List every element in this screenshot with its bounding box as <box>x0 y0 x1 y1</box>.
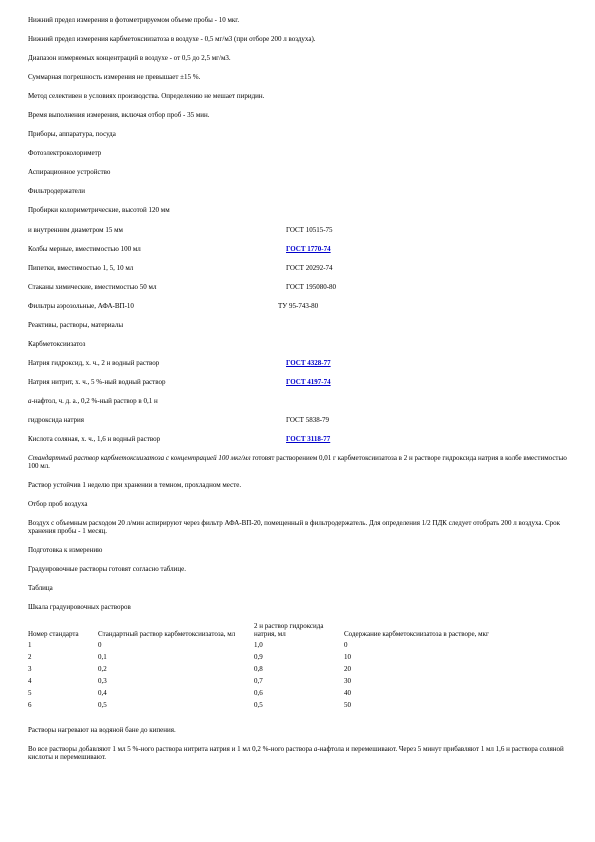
equipment-name: Пипетки, вместимостью 1, 5, 10 мл <box>28 263 134 272</box>
standard-solution-title: Стандартный раствор карбметоксиизатоза с концентрацией 100 мкг/мл <box>28 453 251 462</box>
column-header: Содержание карбметоксиизатоза в растворе, мкг <box>344 630 489 639</box>
equipment-standard: ТУ 95-743-80 <box>278 301 319 310</box>
item-test-tubes: Пробирки колориметрические, высотой 120 мм <box>28 206 170 215</box>
reagent-row <box>28 378 568 387</box>
table-cell: 1 <box>28 641 32 650</box>
table-cell: 2 <box>28 653 32 662</box>
table-cell: 0,5 <box>98 701 107 710</box>
heading-sampling: Отбор проб воздуха <box>28 499 88 508</box>
calibration-table <box>28 622 546 713</box>
table-cell: 40 <box>344 689 351 698</box>
equipment-row <box>28 245 568 254</box>
equipment-row <box>28 302 568 311</box>
table-cell: 3 <box>28 665 32 674</box>
column-header: Стандартный раствор карбметоксиизатоза, мл <box>98 630 236 639</box>
table-cell: 50 <box>344 701 351 710</box>
text-lower-limit-air: Нижний предел измерения карбметоксиизатоза в воздухе - 0,5 мг/м3 (при отборе 200 л воздуха). <box>28 35 316 44</box>
text-standard-solution <box>28 454 568 470</box>
table-cell: 5 <box>28 689 32 698</box>
text-lower-limit-volume: Нижний предел измерения в фотометрируемом объеме пробы - 10 мкг. <box>28 16 240 24</box>
alpha-symbol: a <box>313 744 318 753</box>
final-text-part2: -нафтола и перемешивают. Через 5 минут прибавляют 1 мл 1,6 н раствора соляной кислоты и перемешивают. <box>28 744 564 761</box>
column-header: 2 н раствор гидроксида натрия, мл <box>254 622 324 639</box>
table-cell: 1,0 <box>254 641 263 650</box>
alpha-symbol: a <box>28 396 32 405</box>
text-calibration-intro: Градуировочные растворы готовят согласно таблице. <box>28 564 187 573</box>
table-row <box>28 701 546 713</box>
equipment-name: Колбы мерные, вместимостью 100 мл <box>28 244 141 253</box>
item-aspirator: Аспирационное устройство <box>28 168 111 177</box>
standard-link[interactable]: ГОСТ 4328-77 <box>286 358 331 367</box>
equipment-row <box>28 226 568 235</box>
text-range: Диапазон измеряемых концентраций в воздухе - от 0,5 до 2,5 мг/м3. <box>28 54 231 63</box>
text-sampling: Воздух с объемным расходом 20 л/мин аспирируют через фильтр АФА-ВП-20, помещенный в фильтродержатель. Для определения 1/2 ПДК следует отобрать 200 л воздуха. Срок хранения пробы - 1 месяц. <box>28 518 561 535</box>
equipment-row <box>28 264 568 273</box>
table-cell: 0 <box>344 641 348 650</box>
table-row <box>28 677 546 689</box>
table-row <box>28 665 546 677</box>
reagent-row <box>28 435 568 444</box>
item-carbmethoxyisatoate: Карбметоксиизатоз <box>28 339 86 348</box>
reagent-row <box>28 359 568 368</box>
reagent-standard: ГОСТ 5838-79 <box>286 415 330 424</box>
table-cell: 30 <box>344 677 351 686</box>
table-cell: 6 <box>28 701 32 710</box>
heading-equipment: Приборы, аппаратура, посуда <box>28 130 116 139</box>
table-cell: 0,4 <box>98 689 107 698</box>
final-text-part1: Во все растворы добавляют 1 мл 5 %-ного раствора нитрита натрия и 1 мл 0,2 %-ного раствора <box>28 744 314 753</box>
reagent-name: Натрия гидроксид, х. ч., 2 н водный раствор <box>28 358 160 367</box>
table-cell: 0,7 <box>254 677 263 686</box>
table-cell: 0,2 <box>98 665 107 674</box>
table-title: Шкала градуировочных растворов <box>28 603 131 612</box>
table-cell: 0,8 <box>254 665 263 674</box>
naphthol-text: -нафтол, ч. д. а., 0,2 %-ный раствор в 0,1 н <box>31 396 158 405</box>
text-error: Суммарная погрешность измерения не превышает ±15 %. <box>28 73 201 82</box>
column-header: Номер стандарта <box>28 630 79 639</box>
standard-link[interactable]: ГОСТ 1770-74 <box>286 244 331 253</box>
table-cell: 0,3 <box>98 677 107 686</box>
standard-link[interactable]: ГОСТ 4197-74 <box>286 377 331 386</box>
reagent-name: гидроксида натрия <box>28 415 84 424</box>
text-final-procedure <box>28 745 568 761</box>
equipment-name: Фильтры аэрозольные, АФА-ВП-10 <box>28 301 134 310</box>
equipment-standard: ГОСТ 10515-75 <box>286 225 333 234</box>
table-label: Таблица <box>28 584 53 593</box>
document-page <box>28 16 568 772</box>
reagent-name: Натрия нитрит, х. ч., 5 %-ный водный раствор <box>28 377 166 386</box>
table-cell: 0,6 <box>254 689 263 698</box>
heading-reagents: Реактивы, растворы, материалы <box>28 320 124 329</box>
equipment-name: Стаканы химические, вместимостью 50 мл <box>28 282 157 291</box>
table-row <box>28 641 546 653</box>
text-duration: Время выполнения измерения, включая отбор проб - 35 мин. <box>28 111 210 120</box>
table-cell: 4 <box>28 677 32 686</box>
table-cell: 20 <box>344 665 351 674</box>
item-photometer: Фотоэлектроколориметр <box>28 149 102 158</box>
equipment-name: и внутренним диаметром 15 мм <box>28 225 123 234</box>
standard-link[interactable]: ГОСТ 3118-77 <box>286 434 331 443</box>
table-row <box>28 689 546 701</box>
table-row <box>28 653 546 665</box>
table-cell: 0,9 <box>254 653 263 662</box>
equipment-standard: ГОСТ 195080-80 <box>286 282 337 291</box>
table-header-row <box>28 622 546 641</box>
table-cell: 0,5 <box>254 701 263 710</box>
item-naphthol <box>28 397 568 405</box>
reagent-name: Кислота соляная, х. ч., 1,6 н водный раствор <box>28 434 161 443</box>
table-cell: 0,1 <box>98 653 107 662</box>
heading-preparation: Подготовка к измерению <box>28 545 103 554</box>
text-stability: Раствор устойчив 1 неделю при хранении в темном, прохладном месте. <box>28 480 242 489</box>
item-filter-holders: Фильтродержатели <box>28 187 85 196</box>
equipment-standard: ГОСТ 20292-74 <box>286 263 333 272</box>
reagent-row <box>28 416 568 425</box>
equipment-row <box>28 283 568 292</box>
text-heating: Растворы нагревают на водяной бане до кипения. <box>28 725 176 734</box>
table-cell: 10 <box>344 653 351 662</box>
standard-solution-text: готовят растворением 0,01 г карбметоксиизатоза в 2 н растворе гидроксида натрия в колбе вместимостью 100 мл. <box>28 453 567 470</box>
text-selectivity: Метод селективен в условиях производства. Определению не мешает пиридин. <box>28 92 265 101</box>
table-cell: 0 <box>98 641 102 650</box>
